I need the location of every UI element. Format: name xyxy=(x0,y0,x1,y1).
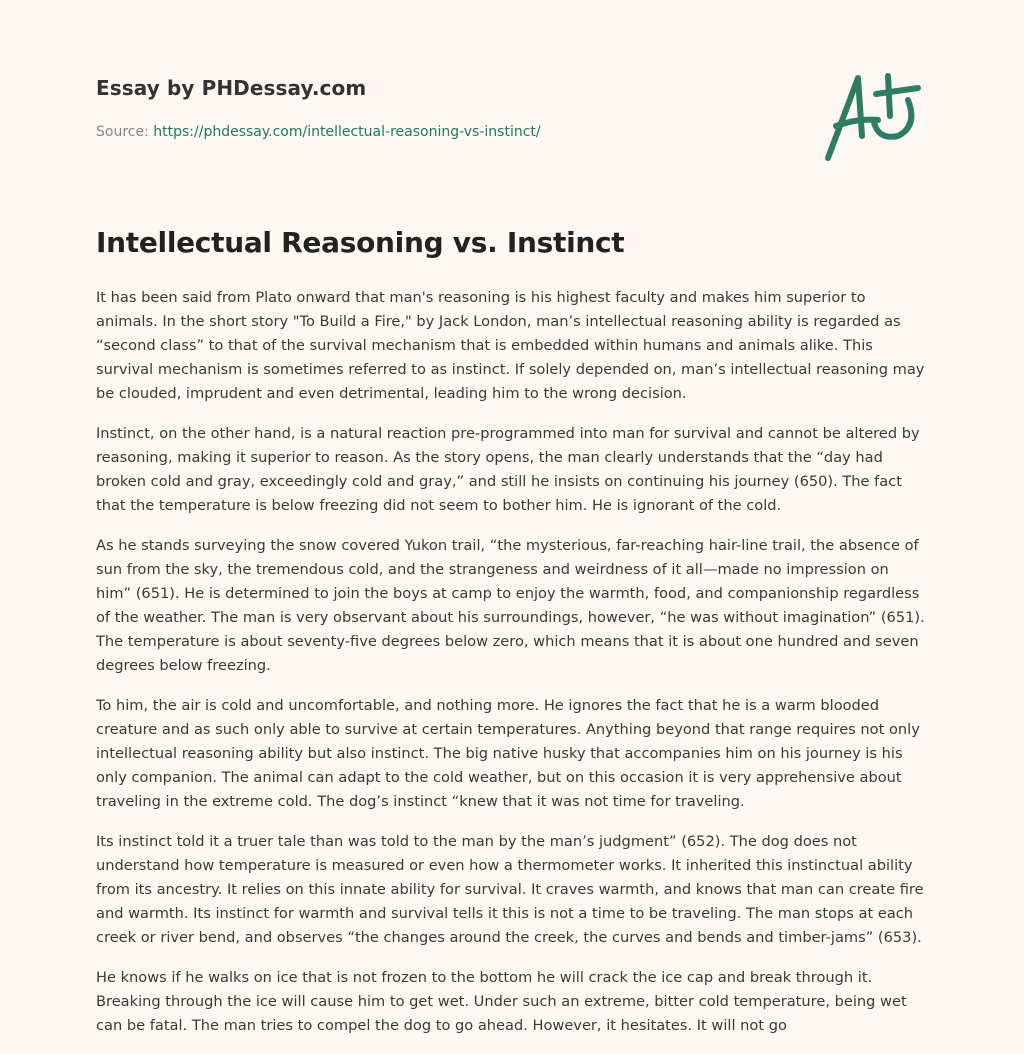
essay-paragraph xyxy=(96,694,956,814)
essay-paragraph xyxy=(96,830,956,950)
brand-title: Essay by PHDessay.com xyxy=(96,76,367,100)
paragraph-line: of the weather. The man is very observant about his surroundings, however, “he was without imagination” (651). xyxy=(96,609,925,626)
paragraph-line: Breaking through the ice will cause him to get wet. Under such an extreme, bitter cold temperature, being wet xyxy=(96,993,907,1010)
paragraph-line: creek or river bend, and observes “the changes around the creek, the curves and bends and timber-jams” (653). xyxy=(96,929,922,946)
paragraph-line: Instinct, on the other hand, is a natural reaction pre-programmed into man for survival and cannot be altered by xyxy=(96,425,920,442)
paragraph-line: degrees below freezing. xyxy=(96,657,271,674)
paragraph-line: understand how temperature is measured or even how a thermometer works. It inherited this instinctual ability xyxy=(96,857,913,874)
paragraph-line: only companion. The animal can adapt to the cold weather, but on this occasion it is very apprehensive about xyxy=(96,769,902,786)
essay-paragraph xyxy=(96,966,956,1038)
paragraph-line: To him, the air is cold and uncomfortable, and nothing more. He ignores the fact that he is a warm blooded xyxy=(96,697,880,714)
essay-body xyxy=(96,286,956,1054)
source-link[interactable]: https://phdessay.com/intellectual-reasoning-vs-instinct/ xyxy=(153,124,541,140)
paragraph-line: Its instinct told it a truer tale than was told to the man by the man’s judgment” (652). The dog does not xyxy=(96,833,857,850)
paragraph-line: him” (651). He is determined to join the boys at camp to enjoy the warmth, food, and companionship regardless xyxy=(96,585,920,602)
paragraph-line: and warmth. Its instinct for warmth and survival tells it this is not a time to be traveling. The man stops at each xyxy=(96,905,914,922)
paragraph-line: intellectual reasoning ability but also instinct. The big native husky that accompanies him on his journey is his xyxy=(96,745,903,762)
paragraph-line: traveling in the extreme cold. The dog’s instinct “knew that it was not time for traveling. xyxy=(96,793,745,810)
paragraph-line: reasoning, making it superior to reason. As the story opens, the man clearly understands that the “day had xyxy=(96,449,883,466)
paragraph-line: broken cold and gray, exceedingly cold and gray,” and still he insists on continuing his journey (650). The fact xyxy=(96,473,902,490)
paragraph-line: from its ancestry. It relies on this innate ability for survival. It craves warmth, and knows that man can create fire xyxy=(96,881,924,898)
paragraph-line: creature and as such only able to survive at certain temperatures. Anything beyond that range requires not only xyxy=(96,721,920,738)
paragraph-line: “second class” to that of the survival mechanism that is embedded within humans and animals alike. This xyxy=(96,337,873,354)
paragraph-line: It has been said from Plato onward that man's reasoning is his highest faculty and makes him superior to xyxy=(96,289,866,306)
paragraph-line: survival mechanism is sometimes referred to as instinct. If solely depended on, man’s intellectual reasoning may xyxy=(96,361,925,378)
paragraph-line: The temperature is about seventy-five degrees below zero, which means that it is about one hundred and seven xyxy=(96,633,919,650)
essay-paragraph xyxy=(96,534,956,678)
essay-title: Intellectual Reasoning vs. Instinct xyxy=(96,226,625,259)
paragraph-line: He knows if he walks on ice that is not frozen to the bottom he will crack the ice cap and break through it. xyxy=(96,969,873,986)
source-line xyxy=(96,124,541,140)
paragraph-line: animals. In the short story "To Build a Fire," by Jack London, man’s intellectual reasoning ability is regarded as xyxy=(96,313,901,330)
paragraph-line: be clouded, imprudent and even detrimental, leading him to the wrong decision. xyxy=(96,385,687,402)
paragraph-line: As he stands surveying the snow covered Yukon trail, “the mysterious, far-reaching hair-line trail, the absence of xyxy=(96,537,919,554)
source-label: Source: xyxy=(96,124,149,140)
site-header xyxy=(96,76,366,100)
paragraph-line: sun from the sky, the tremendous cold, and the strangeness and weirdness of it all—made no impression on xyxy=(96,561,889,578)
paragraph-line: that the temperature is below freezing did not seem to bother him. He is ignorant of the cold. xyxy=(96,497,782,514)
essay-paragraph xyxy=(96,422,956,518)
a-plus-logo-icon xyxy=(818,66,928,166)
paragraph-line: can be fatal. The man tries to compel the dog to go ahead. However, it hesitates. It will not go xyxy=(96,1017,787,1034)
essay-paragraph xyxy=(96,286,956,406)
